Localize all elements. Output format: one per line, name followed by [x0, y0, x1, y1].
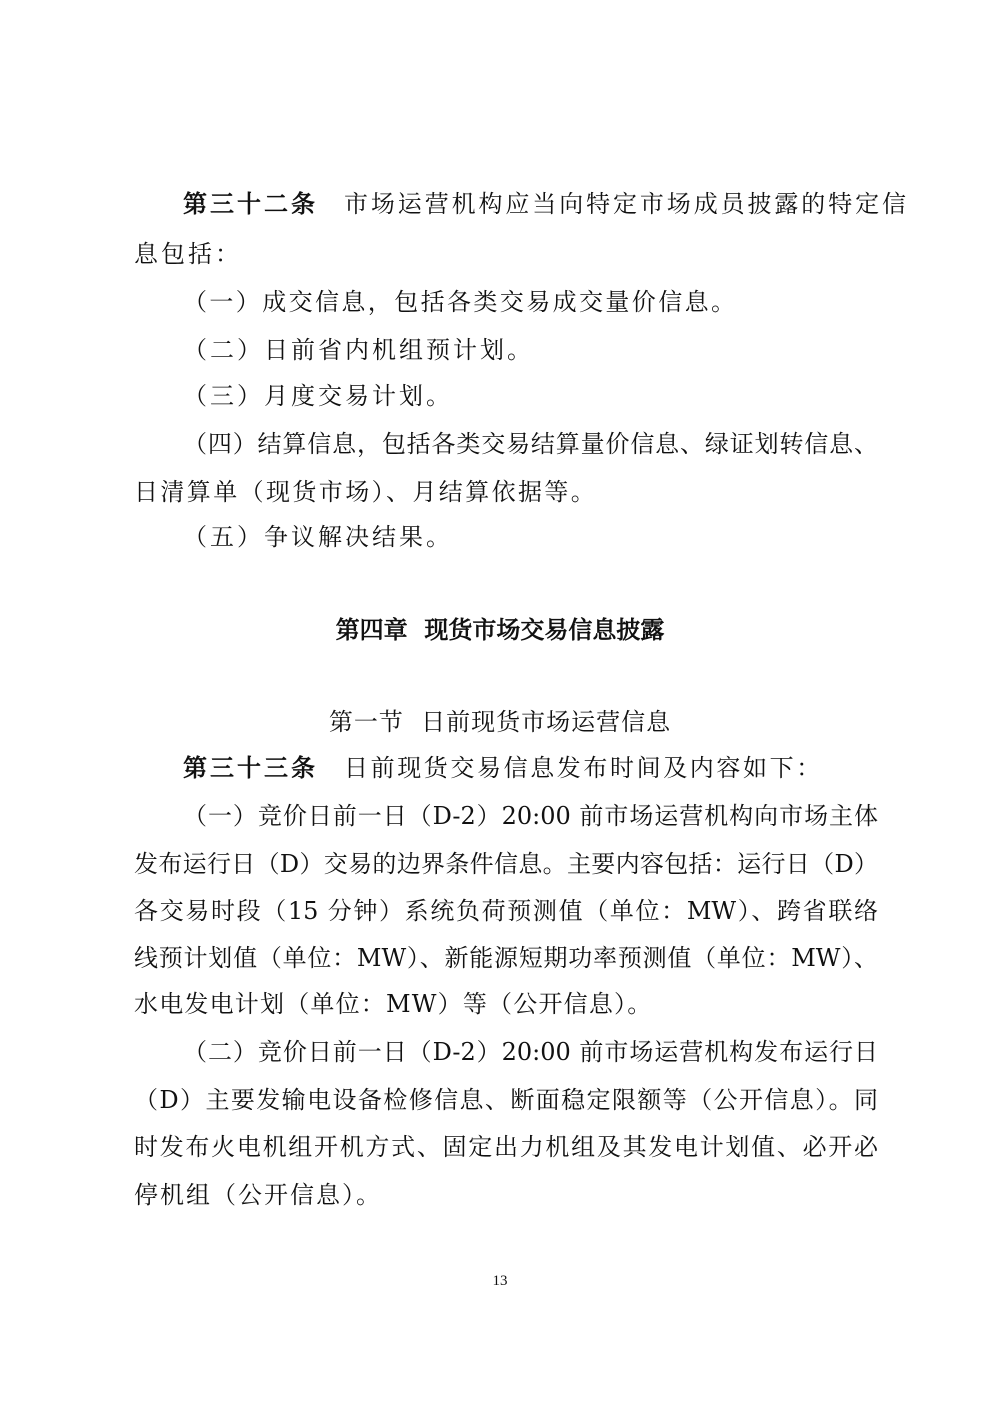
- article32-item-4: （四）结算信息，包括各类交易结算量价信息、绿证划转信息、: [183, 430, 878, 458]
- article32-item-2: （二）日前省内机组预计划。: [183, 336, 534, 364]
- article33-para1-line4: 线预计划值（单位：MW）、新能源短期功率预测值（单位：MW）、: [134, 944, 878, 972]
- article32-item-4-cont: 日清算单（现货市场）、月结算依据等。: [134, 478, 598, 506]
- article32-line1: [183, 188, 909, 220]
- article33-para2-line4: 停机组（公开信息）。: [134, 1181, 382, 1209]
- page-number: 13: [492, 1273, 508, 1289]
- article33-para2-line3: 时发布火电机组开机方式、固定出力机组及其发电计划值、必开必: [134, 1133, 878, 1161]
- section-title: 第一节 日前现货市场运营信息: [328, 708, 672, 736]
- article32-line2: 息包括：: [134, 240, 242, 268]
- article32-heading: 第三十二条: [183, 190, 318, 218]
- article32-line1-text: 市场运营机构应当向特定市场成员披露的特定信: [344, 190, 909, 218]
- article32-item-5: （五）争议解决结果。: [183, 523, 453, 551]
- article32-item-1: （一）成交信息，包括各类交易成交量价信息。: [183, 288, 738, 316]
- article33-heading: 第三十三条: [183, 754, 318, 782]
- chapter-title: 第四章 现货市场交易信息披露: [335, 616, 665, 644]
- article33-para2-line2: （D）主要发输电设备检修信息、断面稳定限额等（公开信息）。同: [134, 1086, 878, 1114]
- article33-line1-text: 日前现货交易信息发布时间及内容如下：: [344, 754, 823, 782]
- article32-item-3: （三）月度交易计划。: [183, 382, 453, 410]
- article33-line1: [183, 752, 823, 784]
- article33-para2-line1: （二）竞价日前一日（D-2）20:00 前市场运营机构发布运行日: [183, 1038, 878, 1066]
- article33-para1-line3: 各交易时段（15 分钟）系统负荷预测值（单位：MW）、跨省联络: [134, 897, 878, 925]
- article33-para1-line2: 发布运行日（D）交易的边界条件信息。主要内容包括：运行日（D）: [134, 850, 878, 878]
- article33-para1-line1: （一）竞价日前一日（D-2）20:00 前市场运营机构向市场主体: [183, 802, 878, 830]
- article33-para1-line5: 水电发电计划（单位：MW）等（公开信息）。: [134, 990, 653, 1018]
